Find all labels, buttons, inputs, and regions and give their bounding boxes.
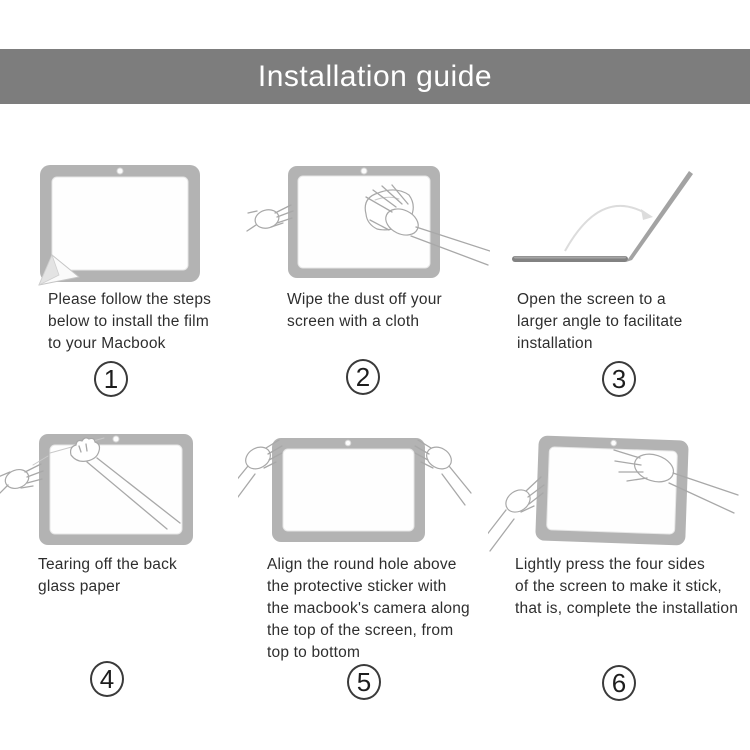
step-6-caption bbox=[515, 554, 738, 620]
step-2-caption bbox=[287, 289, 442, 333]
camera-dot-icon bbox=[113, 436, 119, 442]
laptop-lid bbox=[626, 171, 693, 262]
press-edges-illustration bbox=[488, 425, 750, 565]
caption-line: Open the screen to a bbox=[517, 291, 666, 308]
caption-line: screen with a cloth bbox=[287, 313, 420, 330]
step-number: 2 bbox=[355, 361, 371, 392]
caption-line: the protective sticker with bbox=[267, 578, 447, 595]
camera-dot-icon bbox=[117, 168, 123, 174]
step-5-caption bbox=[267, 554, 470, 664]
camera-dot-icon bbox=[345, 440, 351, 446]
caption-line: installation bbox=[517, 335, 593, 352]
caption-line: larger angle to facilitate bbox=[517, 313, 683, 330]
step-1-number-badge bbox=[94, 361, 128, 397]
step-1-caption bbox=[48, 289, 211, 355]
open-laptop-angle-illustration bbox=[495, 158, 730, 283]
open-direction-arrow-icon bbox=[565, 206, 645, 251]
camera-dot-icon bbox=[611, 440, 617, 446]
right-arm-lines bbox=[442, 466, 471, 505]
caption-line: of the screen to make it stick, bbox=[515, 578, 722, 595]
step-6-number-badge bbox=[602, 665, 636, 701]
step-3-caption bbox=[517, 289, 682, 355]
banner bbox=[0, 49, 750, 104]
peel-corner-macbook-illustration bbox=[30, 158, 220, 290]
caption-line: the top of the screen, from bbox=[267, 622, 454, 639]
left-arm-lines bbox=[238, 466, 255, 505]
step-number: 4 bbox=[99, 663, 115, 694]
step-number: 6 bbox=[611, 667, 627, 698]
caption-line: Wipe the dust off your bbox=[287, 291, 442, 308]
camera-dot-icon bbox=[361, 168, 367, 174]
caption-line: Please follow the steps bbox=[48, 291, 212, 308]
step-number: 5 bbox=[356, 666, 372, 697]
caption-line: Align the round hole above bbox=[267, 556, 457, 573]
caption-line: Tearing off the back bbox=[38, 556, 177, 573]
step-3-number-badge bbox=[602, 361, 636, 397]
caption-line: below to install the film bbox=[48, 313, 209, 330]
left-hand-icon bbox=[3, 466, 32, 491]
wipe-screen-illustration bbox=[245, 153, 490, 291]
page-title: Installation guide bbox=[257, 59, 493, 93]
caption-line: to your Macbook bbox=[48, 335, 166, 352]
step-number: 1 bbox=[103, 363, 119, 394]
tear-back-paper-illustration bbox=[0, 425, 240, 560]
caption-line: top to bottom bbox=[267, 644, 361, 661]
caption-line: glass paper bbox=[38, 578, 121, 595]
caption-line: Lightly press the four sides bbox=[515, 556, 705, 573]
step-2-number-badge bbox=[346, 359, 380, 395]
left-arm-lines bbox=[488, 510, 514, 551]
step-4-number-badge bbox=[90, 661, 124, 697]
caption-line: the macbook's camera along bbox=[267, 600, 470, 617]
align-film-illustration bbox=[238, 425, 490, 563]
left-hand-icon bbox=[502, 485, 535, 516]
step-5-number-badge bbox=[347, 664, 381, 700]
step-4-caption bbox=[38, 554, 177, 598]
caption-line: that is, complete the installation bbox=[515, 600, 739, 617]
step-number: 3 bbox=[611, 363, 627, 394]
